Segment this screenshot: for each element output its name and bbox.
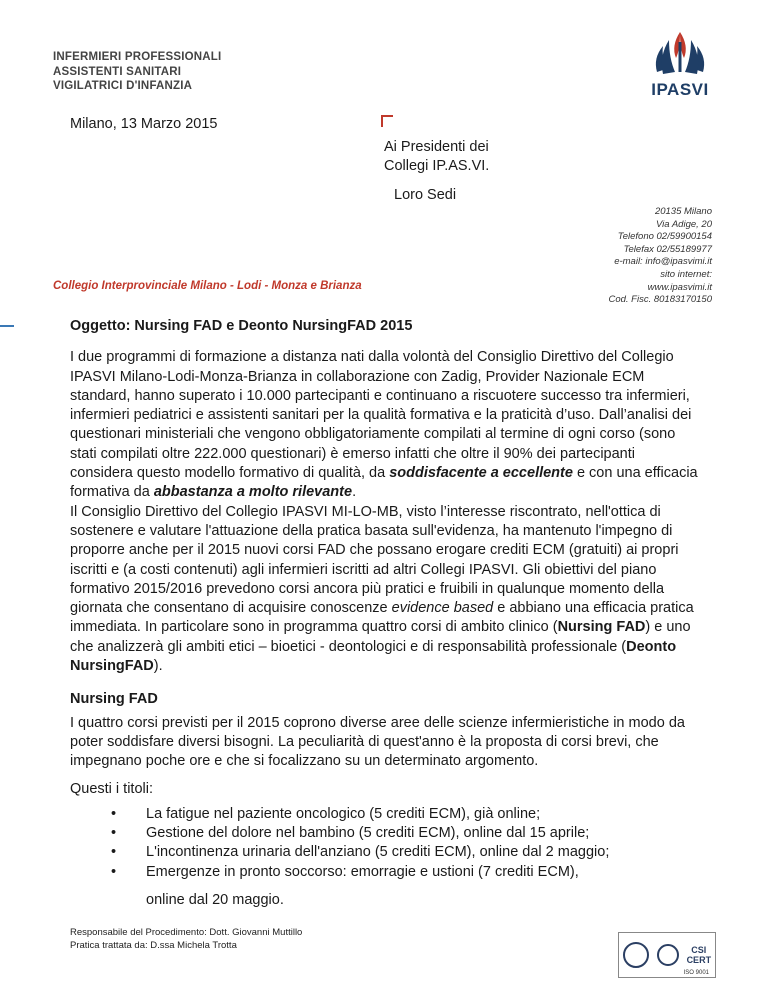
page-footer	[70, 927, 302, 952]
footer-line: Pratica trattata da: D.ssa Michela Trotta	[70, 939, 237, 951]
cert-label-line: CSI	[691, 945, 707, 955]
header-line: VIGILATRICI D'INFANZIA	[53, 80, 193, 92]
paragraph-results	[70, 348, 698, 502]
contact-line: sito internet:	[660, 268, 712, 280]
certification-badge	[618, 932, 716, 978]
contact-line: Telefono 02/59900154	[617, 231, 712, 243]
iso-label: ISO 9001	[683, 970, 709, 976]
flame-hands-icon	[649, 28, 711, 78]
csi-cert-icon	[657, 944, 679, 966]
course-name: Nursing FAD	[557, 619, 646, 636]
cert-label	[687, 945, 712, 965]
emphasis: soddisfacente a eccellente	[389, 465, 573, 482]
organization-header	[53, 50, 221, 94]
logo-text: IPASVI	[651, 80, 709, 99]
emphasis: abbastanza a molto rilevante	[153, 484, 353, 501]
college-name: Collegio Interprovinciale Milano - Lodi - Monza e Brianza	[53, 280, 362, 292]
contact-line: Via Adige, 20	[656, 218, 712, 230]
text-span: ) e uno che analizzerà gli ambiti etici – bioetici - deontologici e di responsabilità professionale (	[70, 619, 691, 655]
margin-marker	[0, 325, 14, 327]
titles-label: Questi i titoli:	[70, 780, 153, 797]
section-title: Nursing FAD	[70, 691, 158, 708]
recipient-line: Collegi IP.AS.VI.	[384, 158, 490, 174]
text-span: ).	[153, 658, 163, 675]
contact-line: Cod. Fisc. 80183170150	[608, 294, 712, 306]
letter-body	[70, 317, 698, 910]
recipient-block	[384, 138, 489, 176]
recipient-line: Ai Presidenti dei	[384, 139, 489, 155]
footer-line: Responsabile del Procedimento: Dott. Giovanni Muttillo	[70, 927, 303, 938]
letter-date: Milano, 13 Marzo 2015	[70, 116, 218, 132]
contact-line: 20135 Milano	[654, 206, 712, 217]
address-corner-mark	[381, 115, 393, 127]
recipient-line: Loro Sedi	[394, 187, 457, 203]
contact-website[interactable]: www.ipasvimi.it	[647, 281, 712, 293]
list-item: • L'incontinenza urinaria dell'anziano (5 crediti ECM), online dal 2 maggio;	[146, 843, 698, 862]
course-list	[70, 805, 698, 882]
text-span: I due programmi di formazione a distanza nati dalla volontà del Consiglio Direttivo del Collegio IPASVI Milano-Lodi-Monza-Brianza in collaborazione con Zadig, Provider Nazionale ECM standard, hanno superato i 10.000 partecipanti e continuano a riscuotere successo tra infermieri, infermieri pediatrici e assistenti sanitari per la qualità formativa e la praticità d’uso. Dall’analisi dei questionari ministeriali che vengono obbligatoriamente compilati al termine di ogni corso (sono stati compilati oltre 222.000 questionari) è emerso infatti che oltre il 90% dei partecipanti considera questo modello formativo di qualità, da	[70, 349, 692, 482]
paragraph-objectives	[70, 503, 698, 677]
section-text: I quattro corsi previsti per il 2015 coprono diverse aree delle scienze infermieristiche in modo da poter soddisfare diversi bisogni. La peculiarità di quest'anno è la proposta di corsi brevi, che impegnano poche ore e che si focalizzano su un determinato argomento.	[70, 714, 685, 770]
cert-label-line: CERT	[686, 955, 712, 965]
emphasis: evidence based	[391, 600, 494, 617]
text-span: e con una efficacia formativa da	[70, 465, 698, 501]
text-span: Il Consiglio Direttivo del Collegio IPASVI MI-LO-MB, visto l’interesse riscontrato, nell'ottica di sostenere e valutare l'attuazione della pratica basata sull'evidenza, ha mantenuto l'impegno di proporre anche per il 2015 nuovi corsi FAD che possano erogare crediti ECM (gratuiti) ai propri iscritti e (a costi contenuti) agli infermieri iscritti ad altri Collegi IPASVI. Gli obiettivi del piano formativo 2015/2016 prevedono corsi ancora più pratici e fruibili in qualunque momento della giornata che consentano di acquisire conoscenze	[70, 503, 679, 617]
header-line: INFERMIERI PROFESSIONALI	[53, 51, 222, 63]
contact-email[interactable]: e-mail: info@ipasvimi.it	[614, 256, 712, 268]
list-continuation: online dal 20 maggio.	[146, 892, 284, 909]
letter-subject: Oggetto: Nursing FAD e Deonto NursingFAD 2015	[70, 318, 413, 334]
header-line: ASSISTENTI SANITARI	[53, 65, 182, 78]
text-span: e abbiano una efficacia pratica immediata. In particolare sono in programma quattro corsi di ambito clinico (	[70, 600, 694, 636]
accredia-seal-icon	[623, 942, 649, 968]
list-item: • Gestione del dolore nel bambino (5 crediti ECM), online dal 15 aprile;	[146, 824, 698, 843]
contact-block	[608, 206, 712, 307]
contact-line: Telefax 02/55189977	[623, 243, 712, 255]
text-span: .	[352, 484, 357, 501]
list-item: • Emergenze in pronto soccorso: emorragie e ustioni (7 crediti ECM),	[146, 863, 698, 882]
course-name: Deonto NursingFAD	[70, 638, 677, 675]
ipasvi-logo	[640, 28, 720, 100]
list-item: • La fatigue nel paziente oncologico (5 crediti ECM), già online;	[146, 805, 698, 824]
